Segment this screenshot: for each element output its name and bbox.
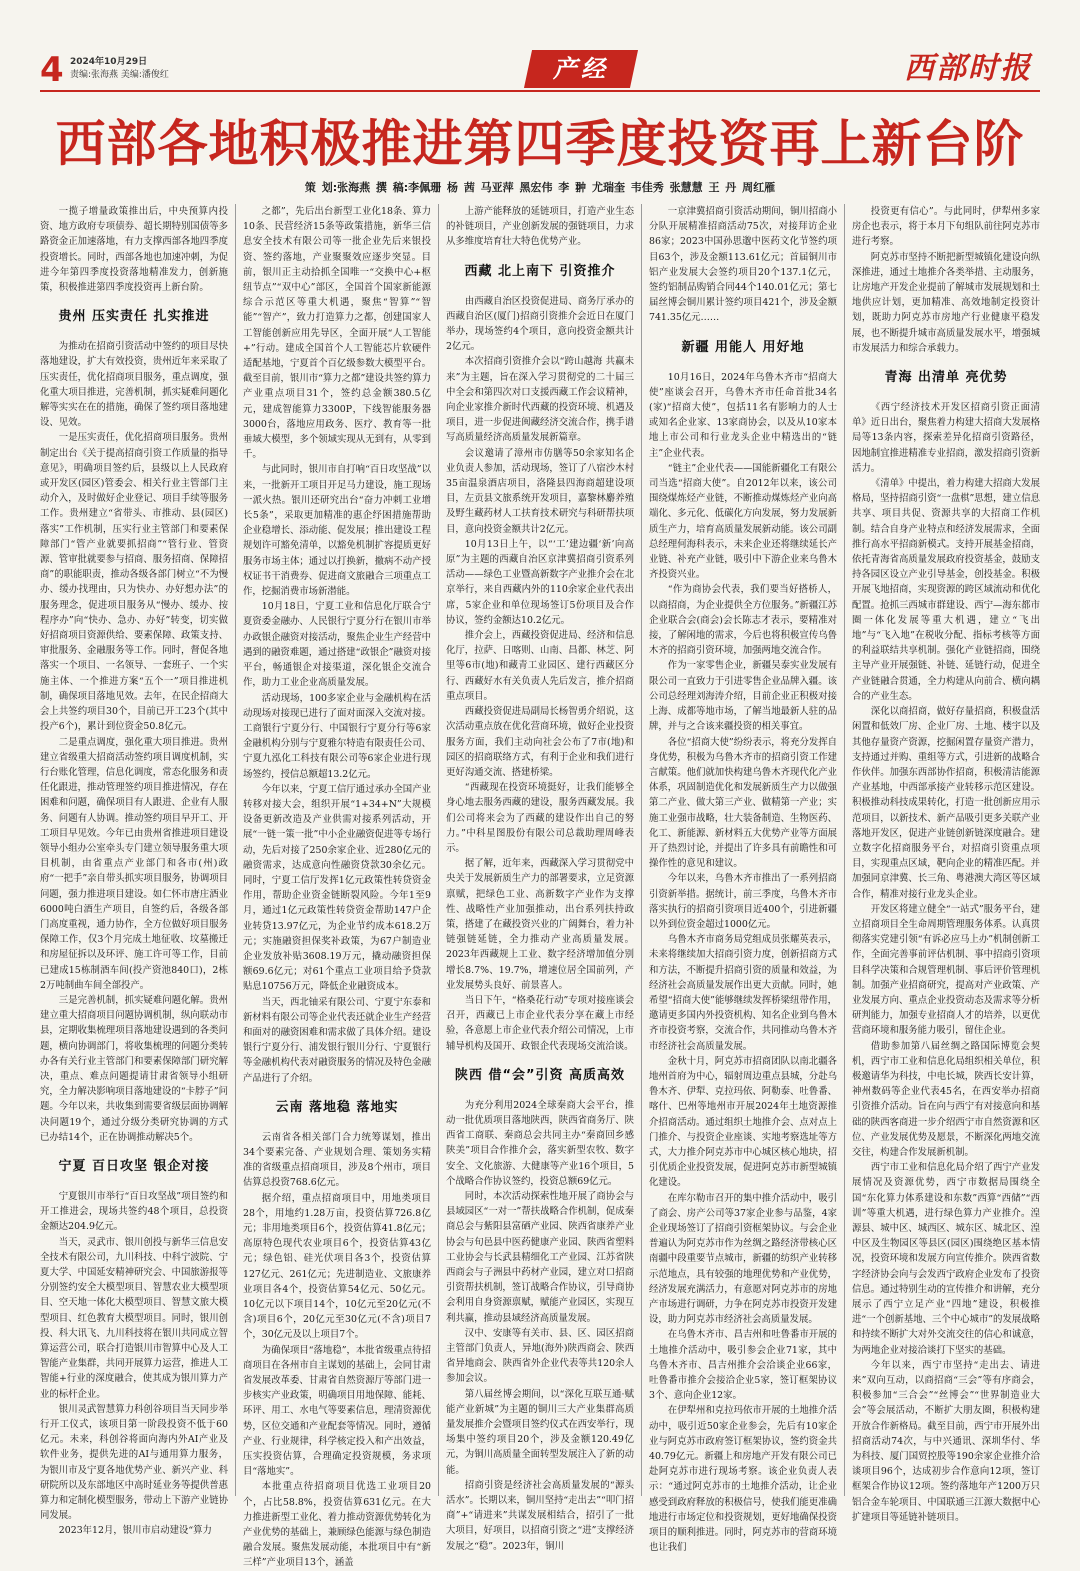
- paragraph: 宁夏银川市举行“百日攻坚战”项目签约和开工推进会，现场共签约48个项目，总投资金额达204.9亿元。: [40, 1190, 228, 1233]
- paragraph: 据了解，近年来，西藏深入学习贯彻党中央关于发展新质生产力的部署要求，立足资源禀赋，把绿色工业、高新数字产业作为支撑性、战略性产业加强推动，出台系列扶持政策，搭建了在藏投资兴业的广阔舞台，着力补链强链延链，全力推动产业高质量发展。2023年西藏规上工业、数字经济增加值分别增长8.7%、19.7%，增速位居全国前列，产业发展势头良好、前景喜人。: [446, 858, 634, 991]
- article-columns: [40, 204, 1040, 1569]
- paragraph: 银川灵武智慧算力科创谷项目当天同步举行开工仪式，该项目第一阶段投资不低于60亿元。未来，科创谷将面向海内外AI产业及软件业务，提供先进的AI与通用算力服务，为银川市及宁夏各地优势产业、新兴产业、科研院所以及东部地区中高时延业务等提供普惠算力和定制化模型服务，带动上下游产业链协同发展。: [40, 1403, 228, 1522]
- paragraph: 《西宁经济技术开发区招商引资正面清单》近日出台，聚焦着力构建大招商大发展格局等13条内容，探索差异化招商引资路径，因地制宜推进精准专业招商，激发招商引资新活力。: [852, 402, 1040, 474]
- paragraph: 在乌鲁木齐市、昌吉州和吐鲁番市开展的土地推介活动中，吸引参会企业71家，其中乌鲁木齐市、昌吉州推介会洽谈企业66家，吐鲁番市推介会接洽企业5家，签订框架协议3个、意向企业12家。: [649, 1329, 837, 1402]
- paragraph: 借助参加第八届丝绸之路国际博览会契机，西宁市工业和信息化局组织相关单位，积极邀请华为科技，中电长城，陕西长安计算，神州数码等企业代表45名，在西安举办招商引资推介活动。旨在向与西宁有对接意向和基础的陕西客商进一步介绍西宁市自然资源和区位、产业发展优势及愿景，不断深化两地交流交往，构建合作发展新机制。: [852, 1040, 1040, 1158]
- paragraph: 当天，西北铀采有限公司、宁夏宁东泰和新材料有限公司等企业代表还就企业生产经营和面对的融资困难和需求做了具体介绍。建设银行宁夏分行、浦发银行银川分行、宁夏银行等金融机构代表对融资服务的情况及特色金融产品进行了介绍。: [243, 996, 431, 1084]
- paragraph: 作为一家零售企业，新疆吴泰实业发展有限公司一直致力于引进零售企业品牌入疆。该公司总经理刘海涛介绍，目前企业正积极对接上海、成都等地市场，了解当地最新人驻的品牌，并与之合该来疆投资的相关事宜。: [649, 660, 837, 733]
- section-heading-guizhou: 贵州 压实责任 扎实推进: [58, 309, 210, 325]
- header-info: [70, 56, 169, 82]
- paragraph: 同时，本次活动探索性地开展了商协会与县域园区“一对一”帮扶战略合作机制，促成秦商总会与紫阳县富硒产业园、陕西省康养产业协会与旬邑县中医药健康产业园、陕西省塑料工业协会与长武县精细化工产业园、江苏省陕西商会与子洲县中药材产业园，建立对口招商引资帮扶机制，签订战略合作协议，引导商协会利用自身资源禀赋，赋能产业园区，实现互利共赢，推动县域经济高质量发展。: [446, 1190, 634, 1324]
- paragraph: 今年以来，西宁市坚持“走出去、请进来”双向互动，以商招商“三会”等有序商会，积极参加“三合会”“丝博会”“世界制造业大会”等会展活动，不断扩大朋友圈，积极构建开放合作新格局。截至目前，西宁市开展外出招商活动74次，与中兴通讯、深圳华付、华为科技、厦门国贸控股等190余家企业推介洽谈项目96个，达成初步合作意向12项，签订框架合作协议12项。签约落地年产1200万只铝合金车轮项目、中国联通三江源大数据中心扩建项目等延链补链项目。: [852, 1359, 1040, 1523]
- masthead: [40, 48, 1040, 92]
- paragraph: 推介会上，西藏投资促进局、经济和信息化厅，拉萨、日喀则、山南、昌都、林芝、阿里等6市(地)和藏青工业园区、建行西藏区分行、西藏好水有关负责人先后发言，推介招商重点项目。: [446, 630, 634, 702]
- paragraph: 各位“招商大使”纷纷表示，将充分发挥自身优势，积极为乌鲁木齐市的招商引资工作建言献策。他们就加快构建乌鲁木齐现代化产业体系，巩固制造优化和发展新质生产力以做强第二产业、做大第三产业、做精第一产业；实施工业强市战略，壮大装备制造、生物医药、化工、新能源、新材料五大优势产业等方面展开了热烈讨论，并提出了许多具有前瞻性和可操作性的意见和建议。: [649, 736, 837, 870]
- paragraph: 与此同时，银川市自打响“百日攻坚战”以来，一批新开工项目开足马力建设，施工现场一派火热。银川还研究出台“奋力冲刺工业增长5条”，采取更加精准的惠企纾困措施帮助企业稳增长、添动能、促发展；推出建设工程规划许可豁免清单，以豁免机制扩容提质更好服务市场主体；通过以打换新，撤病不动产授权证书干消费券、促进商文旅融合三项重点工作，挖掘消费市场新潜能。: [243, 464, 431, 598]
- paragraph: “西藏现在投资环境挺好，让我们能够全身心地去服务西藏的建设，服务西藏发展。我们公司将来会为了西藏的建设作出自己的努力。”中科星图股份有限公司总裁助理周峰表示。: [446, 782, 634, 854]
- paragraph: 由西藏自治区投资促进局、商务厅承办的西藏自治区(厦门)招商引资推介会近日在厦门举办，现场签约4个项目，意向投资金额共计2亿元。: [446, 295, 634, 353]
- paragraph: 据介绍，重点招商项目中，用地类项目28个，用地约1.28万亩，投资估算726.8亿元；非用地类项目6个，投资估算41.8亿元；高原特色现代农业项目6个，投资估算43亿元；绿色铝、硅光伏项目各3个，投资估算127亿元、261亿元；先进制造业、文旅康养业项目各4个，投资估算54亿元、50亿元。10亿元以下项目14个，10亿元至20亿元(不含)项目6个，20亿元至30亿元(不含)项目7个，30亿元及以上项目7个。: [243, 1192, 431, 1341]
- article-headline: 西部各地积极推进第四季度投资再上新台阶: [55, 115, 1025, 173]
- paragraph: 西宁市工业和信息化局介绍了西宁产业发展情况及资源优势，西宁市数据局围绕全国“东化算力体系建设和东数”西算“西储”“西训”等重大机遇，进行绿色算力产业推介。湟源县、城中区、城西区、城东区、城北区、湟中区及生物园区等县区(园区)围绕绝区基本情况，投资环境和发展方向宣传推介。陕西省数字经济协会向与会发西宁政府企业发布了投资信息。通过特别生动的宣传推介和讲解，充分展示了西宁立足产业“四地”建设，积极推进“一个创新基地、三个中心城市”的发展战略和持续不断扩大对外交流交往的信心和诚意，为两地企业对接洽谈打下坚实的基础。: [852, 1162, 1040, 1356]
- paragraph: 深化以商招商，做好存量招商，积极盘活闲置和低效厂房、企业厂房、土地、楼宇以及其他存量资产资源，挖掘闲置存量资产潜力，支持通过并购、重组等方式，引进新的战略合作伙伴。加强东西部协作招商，积极清洁能源产业基地，中西部承接产业转移示范区建设。积极推动科技成果转化，打造一批创新应用示范项目，以新技术、新产品吸引更多关联产业落地开发区，促进产业链创新链深度融合。建立数字化招商服务平台，对招商引资重点项目，实现重点区域，靶向企业的精准匹配。并加强同京津冀、长三角、粤港澳大湾区等区域合作，精准对接行业龙头企业。: [852, 706, 1040, 900]
- paragraph: 金秋十月，阿克苏市招商团队以南北疆各地州首府为中心，辐射周边重点县城，分赴乌鲁木齐、伊犁、克拉玛依、阿勒泰、吐鲁番、喀什、巴州等地州市开展2024年土地资源推介招商活动。通过组织土地推介会、点对点上门推介、与投资企业座谈、实地考察选址等方式，大力推介阿克苏市中心城区核心地块，招引优质企业投资发展，促进阿克苏市新型城镇化建设。: [649, 1055, 837, 1189]
- column-2: [243, 204, 431, 1569]
- paragraph: 为确保项目“落地稳”，本批省级重点待招商项目在各州市自主谋划的基础上，会同甘肃省发展改革委、甘肃省自然资源厅等部门进一步核实产业政策，明确项目用地保障、能耗、环评、用工、水电气等要素信息，理清资源优势，区位交通和产业配套等情况。同时，遵循产业、行业规律，科学核定投入和产出效益，压实投资估算，合理确定投资规模，务求项目“落地实”。: [243, 1344, 431, 1478]
- paragraph: 西藏投资促进局副局长杨智勇介绍说，这次活动重点放在优化营商环境，做好企业投资服务方面，我们主动向社会公布了7市(地)和园区的招商联络方式，有利于企业和我们进行更好沟通交流、搭建桥梁。: [446, 706, 634, 778]
- paragraph: 10月13日上午，以“‘工’建边疆‘新’向高原”为主题的西藏自治区京津冀招商引资系列活动——绿色工业暨高新数字产业推介会在北京举行，来自西藏内外的110余家企业代表出席，5家企业和单位现场签订5份项目及合作协议，签约金额达10.2亿元。: [446, 538, 634, 626]
- paragraph: 云南省各相关部门合力统筹谋划，推出34个要素完备、产业规划合理、策划务实精准的省级重点招商项目，涉及8个州市，项目估算总投资768.6亿元。: [243, 1131, 431, 1189]
- column-3: [446, 204, 634, 1552]
- paragraph: 一京津冀招商引资活动期间，铜川招商小分队开展精准招商活动75次，对接拜访企业86家；2023中国孙思邈中医药文化节签约项目63个，涉及金额113.61亿元；首届铜川市铝产业发展大会签约项目20个137.1亿元，签约铝制品购销合同44个140.01亿元；第七届丝博会铜川累计签约项目421个，涉及金额741.35亿元……: [649, 206, 837, 324]
- paragraph: 今年以来，宁夏工信厅通过承办全国产业转移对接大会，组织开展“1+34+N”大规模设备更新改造及产业供需对接系列活动，开展“一链一策一批”中小企业融资促进等专场行动，先后对接了250余家企业、近280亿元的融资需求，达成意向性融资贷款30余亿元。同时，宁夏工信厅发挥1亿元政策性转贷资金作用，帮助企业资金链断裂风险。今年1至9月，通过1亿元政策性转贷资金帮助147户企业转贷13.97亿元，为企业节约成本618.2万元；实施融资担保奖补政策，为67户制造业企业发放补贴3608.19万元，撬动融资担保额69.6亿元；对61个重点工业项目给予贷款贴息10756万元，降低企业融资成本。: [243, 783, 431, 993]
- paragraph: 上游产能释放的延链项目，打造产业生态的补链项目，产业创新发展的强链项目，力求从多维度培育壮大特色优势产业。: [446, 206, 634, 248]
- section-heading-yunnan: 云南 落地稳 落地实: [275, 1099, 399, 1115]
- section-heading-shaanxi: 陕西 借“会”引资 高质高效: [454, 1067, 626, 1083]
- paragraph: 二是重点调度，强化重大项目推进。贵州建立省级重大招商活动签约项目调度机制，实行台账化管理，信息化调度，常态化服务和责任化跟进，推动管理签约项目推进情况，存在困难和问题，确保项目有人跟进、企业有人服务、问题有人协调。推动签约项目早开工、开工项目早见效。今年已由贵州省推进项目建设领导小组办公室牵头专门建立领导服务重大项目机制，由省重点产业部门和各市(州)政府“一把手”亲自带头抓实项目服务，协调项目问题，强力推进项目建设。如仁怀市唐庄酒业6000吨白酒生产项目，自签约后，各级各部门高度重视，通力协作，全方位做好项目服务保障工作，仅3个月完成土地征收、坟墓搬迁和房屋征拆以及环评、施工许可等工作，目前已建成15栋制酒车间(投产资池840口)，2栋2万吨制曲车间全部投产。: [40, 736, 228, 991]
- paragraph: 在库尔勒市召开的集中推介活动中，吸引了商会、房产公司等37家企业参与品鉴，4家企业现场签订了招商引资框架协议。与会企业普遍认为阿克苏市作为丝绸之路经济带核心区南疆中段重要节点城市，新疆的纺织产业转移示范地点，具有较强的地理优势和产业优势，经济发展充满活力，有意愿对阿克苏市的房地产市场进行调研，力争在阿克苏市投资开发建设，助力阿克苏市经济社会高质量发展。: [649, 1192, 837, 1326]
- paragraph: 三是完善机制，抓实疑难问题化解。贵州建立重大招商项目问题协调机制，纵向联动市县，定期收集梳理项目落地建设遇到的各类问题，横向协调部门，将收集梳理的问题分类转办各有关行业主管部门和要素保障部门研究解决，重点、难点问题提请甘肃省领导小组研究，全力解决影响项目落地建设的“卡脖子”问题。今年以来，共收集到需要省级层面协调解决问题19个，通过分级分类研究协调的方式已办结14个，正在协调推动解决5个。: [40, 994, 228, 1143]
- paragraph: 第八届丝博会期间，以“深化互联互通·赋能产业新城”为主题的铜川三大产业集群高质量发展推介会暨项目签约仪式在西安举行，现场集中签约项目20个，涉及金额120.49亿元，为铜川高质量全面转型发展注入了新的动能。: [446, 1388, 634, 1476]
- paragraph: 招商引资是经济社会高质量发展的“源头活水”。长期以来，铜川坚持“走出去”“叩门招商”+“请进来”共谋发展相结合，招引了一批大项目，好项目，以招商引资之“进”支撑经济发展之“稳”。2023年，铜川: [446, 1479, 634, 1552]
- section-label: 产经: [553, 55, 609, 83]
- column-divider: [844, 204, 845, 1496]
- section-heading-ningxia: 宁夏 百日攻坚 银企对接: [58, 1158, 210, 1174]
- paragraph: 10月16日，2024年乌鲁木齐市“招商大使”座谈会召开，乌鲁木齐市任命首批34名(家)“招商大使”，包括11名有影响力的人士或知名企业家、13家商协会，以及从10家本地上市公司和行业龙头企业中精选出的“链主”企业代表。: [649, 371, 837, 459]
- paragraph: 当天，灵武市、银川创投与新华三信息安全技术有限公司，九川科技、中科宁波院、宁夏大学、中国延安精神研究会、中国旅游报等分别签约安全大模型项目、智慧农业大模型项目、空天地一体化大模型项目、智慧文旅大模型项目、红色教育大模型项目。同时，银川创投、科大讯飞、九川科技将在银川共同成立智算运营公司，联合打造银川市智算中心及人工智能产业集群，共同开展算力运营，推进人工智能+行业的深度融合，使其成为银川算力产业的标杆企业。: [40, 1236, 228, 1400]
- column-1: [40, 204, 228, 1537]
- paragraph: “作为商协会代表，我们要当好搭桥人，以商招商，为企业提供全方位服务。”新疆江苏企业联合会(商会)会长陈志才表示，要精准对接，了解闲地的需求，今后也将积极宣传乌鲁木齐的招商引资环境，加强两地交流合作。: [649, 584, 837, 657]
- paragraph: 当日下午，“格桑花行动”专项对接座谈会召开，西藏已上市企业代表分享在藏上市经验，各意愿上市企业代表介绍公司情况，上市辅导机构及国开、政银企代表现场交流洽谈。: [446, 994, 634, 1052]
- section-heading-xizang: 西藏 北上南下 引资推介: [464, 263, 616, 279]
- newspaper-logo: 西部时报: [904, 51, 1032, 86]
- editor-credits: 责编:张海燕 美编:潘俊红: [70, 70, 169, 80]
- paragraph: 为推动在招商引资活动中签约的项目尽快落地建设，扩大有效投资，贵州近年来采取了压实责任，优化招商项目服务，重点调度，强化重大项目推进，完善机制，抓实疑难问题化解等实实在在的措施，确保了签约项目落地建设、见效。: [40, 341, 228, 429]
- paragraph: 一是压实责任，优化招商项目服务。贵州制定出台《关于提高招商引资工作质量的指导意见》，明确项目签约后，县级以上人民政府或开发区(园区)管委会、相关行业主管部门主动介入，及时做好企业登记、项目手续等服务工作。贵州建立“省带头、市推动、县(园区)落实”工作机制，压实行业主管部门和要素保障部门“管产业就要抓招商”“管行业、管资源、管审批就要参与招商、服务招商、保障招商”的职能职责，推动各级各部门树立“不为慢办、缓办找理由，只为快办、办好想办法”的服务理念，促进项目服务从“慢办、缓办、按程序办”向“快办、急办、办好”转变，切实做好招商项目资源供给、要素保障、政策支持、审批服务、金融服务等工作。同时，督促各地落实一个项目、一名领导、一套班子、一个实施主体、一个推进方案“五个一”项目推进机制，确保项目落地见效。去年，在民企招商大会上共签约项目30个，目前已开工23个(其中投产6个)，累计到位资金50.8亿元。: [40, 432, 228, 733]
- section-heading-qinghai: 青海 出清单 亮优势: [884, 370, 1008, 386]
- paragraph: 本批重点待招商项目优选工业项目20个，占比58.8%，投资估算631亿元。在大力推进新型工业化、着力推动资源优势转化为产业优势的基础上，兼顾绿色能源与绿色制造融合发展。聚焦发展动能，本批项目中有“新三样”产业项目13个，涵盖: [243, 1481, 431, 1569]
- column-divider: [235, 204, 236, 1496]
- page-number: 4: [40, 50, 64, 90]
- paragraph: 乌鲁木齐市商务局党组成员张耀英表示，未来将继续加大招商引资力度，创新招商方式和方法，不断提升招商引资的质量和效益，为经济社会高质量发展作出更大贡献。同时，她希望“招商大使”能够继续发挥桥梁纽带作用，邀请更多国内外投资机构、知名企业到乌鲁木齐市投资考察，交流合作，共同推动乌鲁木齐市经济社会高质量发展。: [649, 934, 837, 1052]
- column-4: [649, 204, 837, 1554]
- paragraph: 10月18日，宁夏工业和信息化厅联合宁夏资委金融办、人民银行宁夏分行在银川市举办政银企融资对接活动，聚焦企业生产经营中遇到的融资难题，通过搭建“政银企”融资对接平台，畅通银企对接渠道，深化银企交流合作，助力工业企业高质量发展。: [243, 601, 431, 689]
- paragraph: 活动现场，100多家企业与金融机构在活动现场对接现已进行了面对面深入交流对接。工商银行宁夏分行、中国银行宁夏分行等6家金融机构分别与宁夏雅尔特造有限责任公司、宁夏九泓化工科技有限公司等6家企业进行现场签约，授信总额超13.2亿元。: [243, 692, 431, 780]
- paragraph: 之都”，先后出台新型工业化18条、算力10条、民营经济15条等政策措施，新华三信息安全技术有限公司等一批企业先后来银投资、签约落地，产业聚聚效应逐步突显。目前，银川正主动拾抓全国唯一“交换中心+枢纽节点”“双中心”部区，全国首个国家新能源综合示范区等重大机遇，聚焦“智算”“智能”“智产”，致力打造算力之都，创建国家人工智能创新应用先导区，全面开展“人工智能+”行动。建成全国首个人工智能芯片软硬件适配基地，宁夏首个百亿级参数大模型平台。截至目前，银川市“算力之都”建设共签约算力产业重点项目31个，签约总金额380.5亿元，建成智能算力3300P，下线智能服务器3000台，落地应用政务、医疗、教育等一批垂域大模型，多个领域实现从无到有，从零到千。: [243, 206, 431, 461]
- column-divider: [438, 204, 439, 1496]
- paragraph: “链主”企业代表——国能新疆化工有限公司当选“招商大使”。自2012年以来，该公司围绕煤炼烃产业链，不断推动煤炼烃产业向高端化、多元化、低碳化方向发展，努力发展新质生产力，培育高质量发展新动能。该公司副总经理何海科表示，未来企业还将继续延长产业链、补充产业链，吸引中下游企业来乌鲁木齐投资兴业。: [649, 462, 837, 581]
- paragraph: 会议邀请了漳州市仿膳等50余家知名企业负责人参加，活动现场，签订了八宿沙木村35亩温泉酒店项目，洛隆县四海商超建设项目，左贡县文旅系统开发项目，嘉黎林麝养殖及野生藏药材人工扶育技术研究与科研帮扶项目，意向投资金额共计2亿元。: [446, 447, 634, 535]
- paragraph: 一揽子增量政策推出后，中央预算内投资、地方政府专项债券、超长期特别国债等多路资金正加速落地，有力支撑西部各地四季度投资增长。同时，西部各地也加速冲刺，为促进今年第四季度投资落地精准发力，创新施策，积极推进第四季度投资再上新台阶。: [40, 206, 228, 294]
- column-divider: [641, 204, 642, 1496]
- paragraph: 阿克苏市坚持不断把新型城镇化建设向纵深推进，通过土地推介各类举措、主动服务，让房地产开发企业提前了解城市发展规划和土地供应计划，更加精准、高效地制定投资计划，既助力阿克苏市房地产行业健康平稳发展，也不断提升城市高质量发展水平，增强城市发展活力和综合承载力。: [852, 251, 1040, 354]
- paragraph: 汉中、安康等有关市、县、区、园区招商主管部门负责人，异地(海外)陕西商会、陕西省异地商会、陕西省外企业代表等共120余人参加会议。: [446, 1327, 634, 1385]
- paragraph: 投资更有信心”。与此同时，伊犁州多家房企也表示，将于本月下旬组队前往阿克苏市进行考察。: [852, 206, 1040, 248]
- paragraph: 开发区将建立健全“一站式”服务平台，建立招商项目全生命周期管理服务体系。认真贯彻落实党建引领“有诉必应马上办”机制创新工作，全面完善事前评估机制、事中招商引资项目科学决策和合规管理机制、事后评价管理机制。加强产业招商研究，提高对产业政策、产业发展方向、重点企业投资动态及需求等分析研判能力，加强专业招商人才的培养，以更优营商环境和服务能力吸引，留住企业。: [852, 903, 1040, 1037]
- column-5: [852, 204, 1040, 1523]
- paragraph: 今年以来，乌鲁木齐市推出了一系列招商引资新举措。据统计，前三季度，乌鲁木齐市落实执行的招商引资项目近400个，引进新疆以外到位资金超过1000亿元。: [649, 873, 837, 930]
- paragraph: 2023年12月，银川市启动建设“算力: [58, 1525, 212, 1537]
- paragraph: 《清单》中提出，着力构建大招商大发展格局，坚持招商引资“一盘棋”思想，建立信息共享、项目共促、资源共享的大招商工作机制。结合自身产业特点和经济发展需求，全面推行高水平招商新模式。支持开展基金招商，依托青海省高质量发展政府投资基金，鼓励支持各园区设立产业引导基金，创投基金。积极开展飞地招商，实现资源的跨区域流动和优化配置。抢抓三西城市群建设、西宁—海东都市圈一体化发展等重大机遇，建立“飞出地”与“飞入地”在税收分配、指标考核等方面的利益联结共享机制。强化产业链招商，围绕主导产业开展强链、补链、延链行动，促进全产业链融合贯通，全力构建从向前合、横向耦合的产业生态。: [852, 478, 1040, 702]
- paragraph: 本次招商引资推介会以“跨山越海 共赢未来”为主题，旨在深入学习贯彻党的二十届三中全会和第四次对口支援西藏工作会议精神，向企业家推介新时代西藏的投资环境、机遇及项目，进一步促进闽藏经济交流合作，携手谱写高质量经济高质量发展新篇章。: [446, 356, 634, 444]
- issue-date: 2024年10月29日: [70, 57, 148, 67]
- paragraph: 为充分利用2024全球秦商大会平台，推动一批优质项目落地陕西，陕西省商务厅、陕西省工商联、秦商总会共同主办“秦商回乡感陕美”项目合作推介会，落实新型农牧、数字安全、文化旅游、大健康等产业16个项目，5个战略合作协议签约，投资总额69亿元。: [446, 1099, 634, 1187]
- paragraph: 在伊犁州和克拉玛依市开展的土地推介活动中，吸引近50家企业参会，先后有10家企业与阿克苏市政府签订框架协议，签约资金共40.79亿元。新疆上和房地产开发有限公司已赴阿克苏市进行现场考察。该企业负责人表示：“通过阿克苏市的土地推介活动，让企业感受到政府释放的积极信号，使我们能更准确地进行市场定位和投资规划，更好地确保投资项目的顺利推进。同时，阿克苏市的营商环境也让我们: [649, 1405, 837, 1554]
- article-credits: 策 划:张海燕 撰 稿:李佩珊 杨 茜 马亚萍 黑宏伟 李 翀 尤瑞奎 韦佳秀 张慧慧 王 丹 周红雁: [304, 181, 776, 194]
- section-heading-xinjiang: 新疆 用能人 用好地: [681, 339, 805, 355]
